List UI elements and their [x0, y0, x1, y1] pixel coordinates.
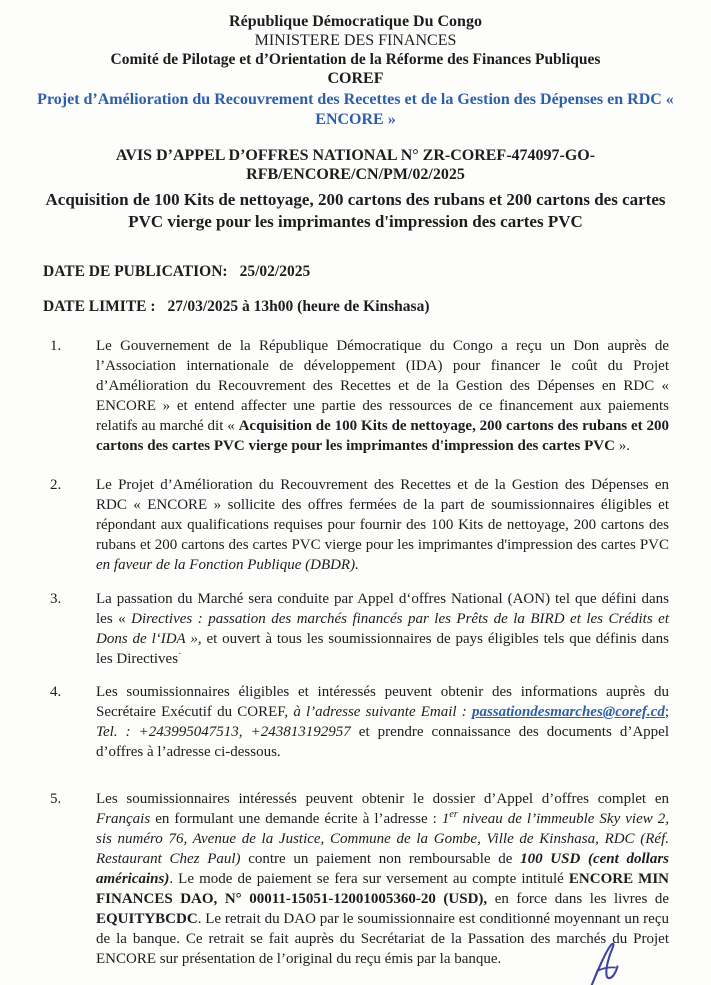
header-project-title: Projet d’Amélioration du Recouvrement des Recettes et de la Gestion des Dépenses en RDC « ENCORE » — [37, 91, 674, 128]
notice-title-line1: AVIS D’APPEL D’OFFRES NATIONAL N° ZR-COREF-474097-GO- — [115, 147, 596, 164]
deadline-date-value: 27/03/2025 à 13h00 (heure de Kinshasa) — [167, 298, 430, 315]
paragraph-body: Le Projet d’Amélioration du Recouvrement des Recettes et de la Gestion des Dépenses en RDC « ENCORE » sollicite des offres fermées de la part de soumissionnaires éligibles et répondant aux qualifications requises pour fournir des 100 Kits de nettoyage, 200 cartons des rubans et 200 cartons des cartes PVC vierge pour les imprimantes d'impression des cartes PVC en faveur de la Fonction Publique (DBDR). — [96, 477, 669, 573]
numbered-paragraph-3 — [50, 589, 669, 669]
paragraph-number: 4. — [50, 684, 62, 700]
paragraph-body: Les soumissionnaires intéressés peuvent obtenir le dossier d’Appel d’offres complet en Français en formulant une demande écrite à l’adresse : 1er niveau de l’immeuble Sky view 2, sis numéro 76, Avenue de la Justice, Commune de la Gombe, Ville de Kinshasa, RDC (Réf. Restaurant Chez Paul) contre un paiement non remboursable de 100 USD (cent dollars américains). Le mode de paiement se fera sur versement au compte intitulé ENCORE MIN FINANCES DAO, N° 00011-15051-12001005360-20 (USD), en force dans les livres de EQUITYBCDC. Le retrait du DAO par le soumissionnaire est conditionné moyennant un reçu de la banque. Ce retrait se fait auprès du Secrétariat de la Passation des marchés du Projet ENCORE sur présentation de l’original du reçu émis par la banque. — [96, 791, 669, 967]
numbered-paragraph-4 — [50, 682, 669, 762]
notice-subject: Acquisition de 100 Kits de nettoyage, 200 cartons des rubans et 200 cartons des cartes PVC vierge pour les imprimantes d'impression des cartes PVC — [45, 190, 666, 231]
numbered-paragraph-2 — [50, 475, 669, 575]
numbered-paragraph-1 — [50, 336, 669, 456]
paragraph-number: 3. — [50, 591, 62, 607]
paragraph-body: Le Gouvernement de la République Démocratique du Congo a reçu un Don auprès de l’Association internationale de développement (IDA) pour financer le coût du Projet d’Amélioration du Recouvrement des Recettes et de la Gestion des Dépenses en RDC « ENCORE » et entend affecter une partie des ressources de ce financement aux paiements relatifs au marché dit « Acquisition de 100 Kits de nettoyage, 200 cartons des rubans et 200 cartons des cartes PVC vierge pour les imprimantes d'impression des cartes PVC ». — [96, 338, 669, 454]
notice-title-line2: RFB/ENCORE/CN/PM/02/2025 — [246, 166, 465, 183]
publication-date-label: DATE DE PUBLICATION: — [43, 263, 228, 280]
paragraph-body: La passation du Marché sera conduite par Appel d‘offres National (AON) tel que défini dans les « Directives : passation des marchés financés par les Prêts de la BIRD et les Crédits et Dons de l‘IDA », et ouvert à tous les soumissionnaires de pays éligibles tels que définis dans les Directives· — [96, 591, 669, 667]
deadline-date-line — [43, 298, 711, 316]
signature-stroke — [591, 944, 618, 985]
email-link[interactable]: passationdesmarches@coref.cd — [471, 704, 665, 720]
publication-date-line — [43, 263, 711, 281]
header-ministry: MINISTERE DES FINANCES — [254, 32, 457, 49]
handwritten-signature — [587, 941, 623, 985]
numbered-paragraph-5 — [50, 789, 669, 969]
paragraph-body: Les soumissionnaires éligibles et intéressés peuvent obtenir des informations auprès du Secrétaire Exécutif du COREF, à l’adresse suivante Email : passationdesmarches@coref.cd; Tel. : +243995047513, +243813192957 et prendre connaissance des documents d’Appel d’offres à l’adresse ci-dessous. — [96, 684, 669, 760]
header-country: République Démocratique Du Congo — [229, 13, 482, 30]
header-acronym: COREF — [327, 70, 384, 87]
header-committee: Comité de Pilotage et d’Orientation de la Réforme des Finances Publiques — [110, 51, 601, 68]
paragraph-number: 5. — [50, 791, 62, 807]
paragraph-number: 1. — [50, 338, 62, 354]
deadline-date-label: DATE LIMITE : — [43, 298, 156, 315]
paragraph-number: 2. — [50, 477, 62, 493]
publication-date-value: 25/02/2025 — [239, 263, 311, 280]
notice-title — [0, 146, 711, 184]
